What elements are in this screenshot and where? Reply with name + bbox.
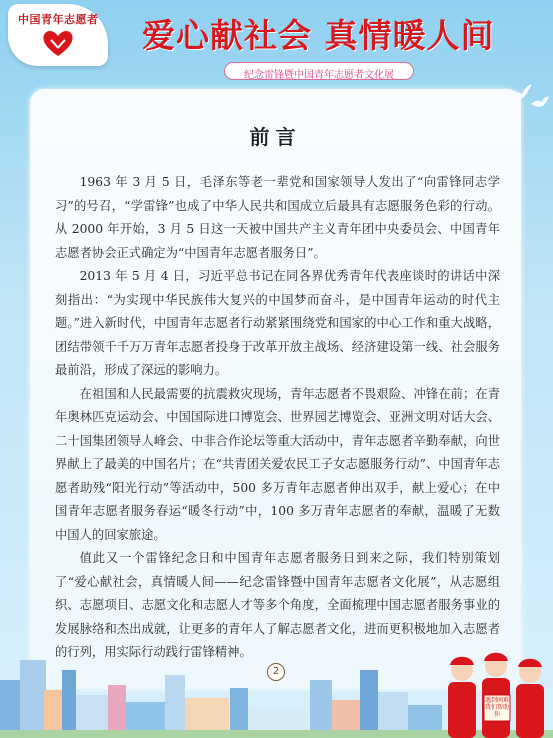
paragraph: 在祖国和人民最需要的抗震救灾现场，青年志愿者不畏艰险、冲锋在前；在青年奥林匹克运动会、中国国际进口博览会、世界园艺博览会、亚洲文明对话大会、二十国集团领导人峰会、中非合作论坛等重大活动中，青年志愿者辛勤奉献，向世界献上了最美的中国名片；在“共青团关爱农民工子女志愿服务行动”、中国青年志愿者助残“阳光行动”等活动中，500 多万青年志愿者伸出双手，献上爱心；在中国青年志愿者服务春运“暖冬行动”中，100 多万青年志愿者的奉献，温暖了无数中国人的回家旅途。 xyxy=(55,386,500,542)
exhibition-title: 爱心献社会 真情暖人间 xyxy=(142,16,495,55)
volunteer-banner-text: 遇到困难 我们帮助你 xyxy=(485,697,510,718)
heart-hands-icon xyxy=(41,28,75,58)
paragraph: 值此又一个雷锋纪念日和中国青年志愿者服务日到来之际，我们特别策划了“爱心献社会，真情暖人间——纪念雷锋暨中国青年志愿者文化展”，从志愿组织、志愿项目、志愿文化和志愿人才等多个角度，全面梳理中国志愿者服务事业的发展脉络和杰出成就，让更多的青年人了解志愿者文化，进而更积极地加入志愿者的行列，用实际行动践行雷锋精神。 xyxy=(55,551,500,659)
volunteers-illustration xyxy=(440,640,553,738)
logo-text: 中国青年志愿者 xyxy=(18,13,99,26)
dove-icon xyxy=(530,95,550,109)
page-number: 2 xyxy=(267,663,285,681)
preface-card xyxy=(30,89,521,689)
preface-heading: 前言 xyxy=(249,125,302,149)
page-header xyxy=(0,0,553,95)
exhibition-subtitle: 纪念雷锋暨中国青年志愿者文化展 xyxy=(244,70,394,81)
subtitle-banner xyxy=(224,62,414,80)
volunteer-logo xyxy=(8,4,108,66)
paragraph: 1963 年 3 月 5 日，毛泽东等老一辈党和国家领导人发出了“向雷锋同志学习”的号召，“学雷锋”也成了中华人民共和国成立后最具有志愿服务色彩的行动。从 2000 年开始，3 月 5 日这一天被中国共产主义青年团中央委员会、中国青年志愿者协会正式确定为“中国青年志愿者服务日”。 xyxy=(55,175,500,260)
preface-body xyxy=(55,171,500,665)
paragraph: 2013 年 5 月 4 日，习近平总书记在同各界优秀青年代表座谈时的讲话中深刻指出：“为实现中华民族伟大复兴的中国梦而奋斗，是中国青年运动的时代主题。”进入新时代，中国青年志愿者行动紧紧围绕党和国家的中心工作和重大战略，团结带领千千万万青年志愿者投身于改革开放主战场、经济建设第一线、社会服务最前沿，形成了深远的影响力。 xyxy=(55,269,500,377)
